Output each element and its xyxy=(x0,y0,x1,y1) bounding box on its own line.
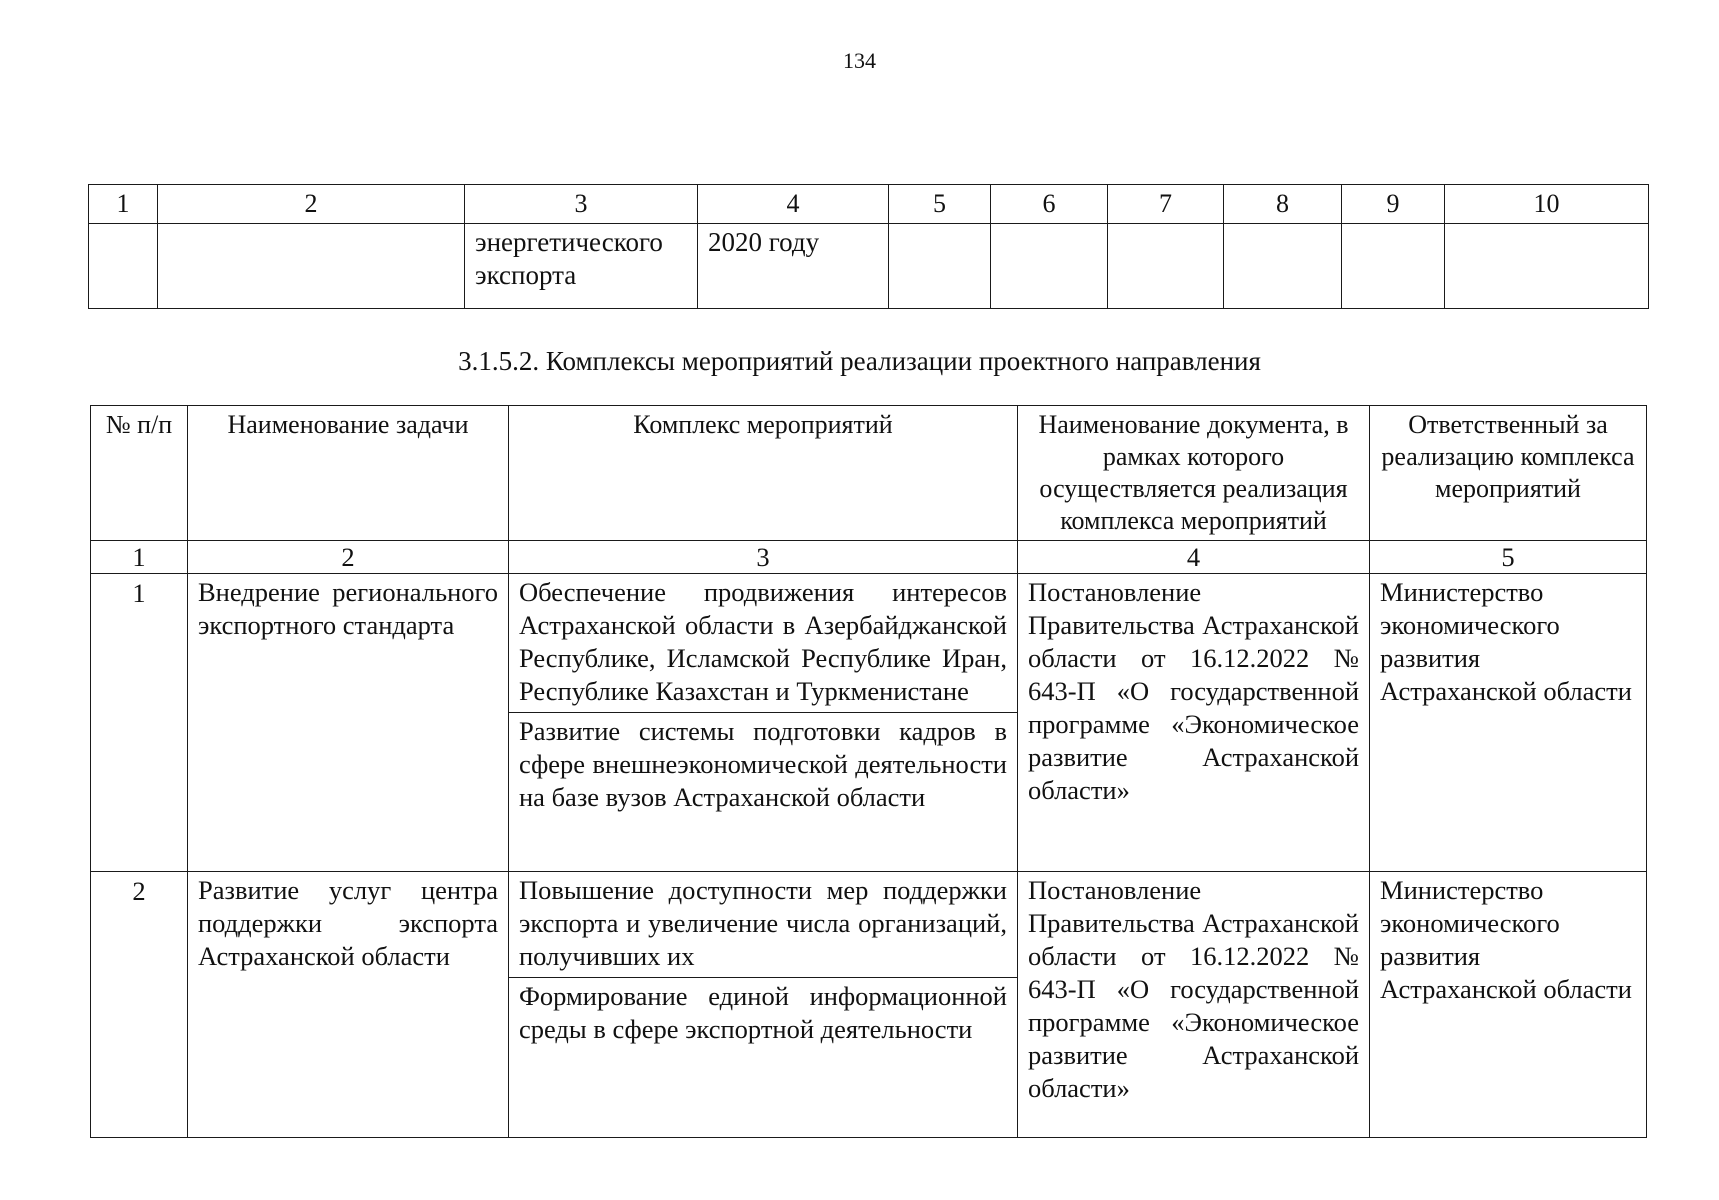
col-number: 6 xyxy=(991,185,1108,224)
col-number: 4 xyxy=(1018,541,1370,574)
column-numbers-row xyxy=(91,541,1647,574)
continued-table-header-row xyxy=(89,185,1649,224)
responsible-cell: Министерство экономического развития Астраханской области xyxy=(1370,574,1647,872)
table-cell: энергетического экспорта xyxy=(465,224,698,309)
col-number: 1 xyxy=(91,541,188,574)
col-number: 7 xyxy=(1108,185,1224,224)
header-number: № п/п xyxy=(91,406,188,541)
document-cell: Постановление Правительства Астраханской области от 16.12.2022 № 643-П «О государственной программе «Экономическое развитие Астраханской области» xyxy=(1018,872,1370,1138)
table-cell xyxy=(158,224,465,309)
col-number: 1 xyxy=(89,185,158,224)
table-row xyxy=(91,574,1647,872)
header-task: Наименование задачи xyxy=(188,406,509,541)
activity-item: Повышение доступности мер поддержки экспорта и увеличение числа организаций, получивших их xyxy=(519,875,1007,971)
table-cell xyxy=(1342,224,1445,309)
table-cell: 2020 году xyxy=(698,224,889,309)
page-number: 134 xyxy=(843,48,876,73)
row-number: 1 xyxy=(91,574,188,872)
col-number: 2 xyxy=(188,541,509,574)
table-row xyxy=(89,224,1649,309)
col-number: 5 xyxy=(1370,541,1647,574)
col-number: 4 xyxy=(698,185,889,224)
activities-cell xyxy=(509,574,1018,872)
table-cell xyxy=(889,224,991,309)
table-cell xyxy=(1108,224,1224,309)
responsible-cell: Министерство экономического развития Астраханской области xyxy=(1370,872,1647,1138)
col-number: 8 xyxy=(1224,185,1342,224)
col-number: 3 xyxy=(509,541,1018,574)
table-cell xyxy=(991,224,1108,309)
task-cell: Внедрение регионального экспортного стандарта xyxy=(188,574,509,872)
col-number: 5 xyxy=(889,185,991,224)
table-cell xyxy=(89,224,158,309)
document-cell: Постановление Правительства Астраханской области от 16.12.2022 № 643-П «О государственной программе «Экономическое развитие Астраханской области» xyxy=(1018,574,1370,872)
main-table xyxy=(90,540,1647,1138)
table-cell xyxy=(1445,224,1649,309)
header-responsible: Ответственный за реализацию комплекса мероприятий xyxy=(1370,406,1647,541)
main-table-header xyxy=(90,405,1647,541)
activity-item: Развитие системы подготовки кадров в сфере внешнеэкономической деятельности на базе вузов Астраханской области xyxy=(509,712,1017,818)
table-cell xyxy=(1224,224,1342,309)
task-cell: Развитие услуг центра поддержки экспорта Астраханской области xyxy=(188,872,509,1138)
header-activities: Комплекс мероприятий xyxy=(509,406,1018,541)
col-number: 3 xyxy=(465,185,698,224)
activity-item: Обеспечение продвижения интересов Астраханской области в Азербайджанской Республике, Исламской Республике Иран, Республике Казахстан и Туркменистане xyxy=(519,577,1007,706)
col-number: 2 xyxy=(158,185,465,224)
table-row xyxy=(91,872,1647,1138)
continued-table xyxy=(88,184,1649,309)
activity-item: Формирование единой информационной среды в сфере экспортной деятельности xyxy=(509,977,1017,1050)
section-title: 3.1.5.2. Комплексы мероприятий реализации проектного направления xyxy=(458,346,1261,376)
row-number: 2 xyxy=(91,872,188,1138)
col-number: 9 xyxy=(1342,185,1445,224)
header-document: Наименование документа, в рамках которого осуществляется реализация комплекса мероприятий xyxy=(1018,406,1370,541)
activities-cell xyxy=(509,872,1018,1138)
col-number: 10 xyxy=(1445,185,1649,224)
